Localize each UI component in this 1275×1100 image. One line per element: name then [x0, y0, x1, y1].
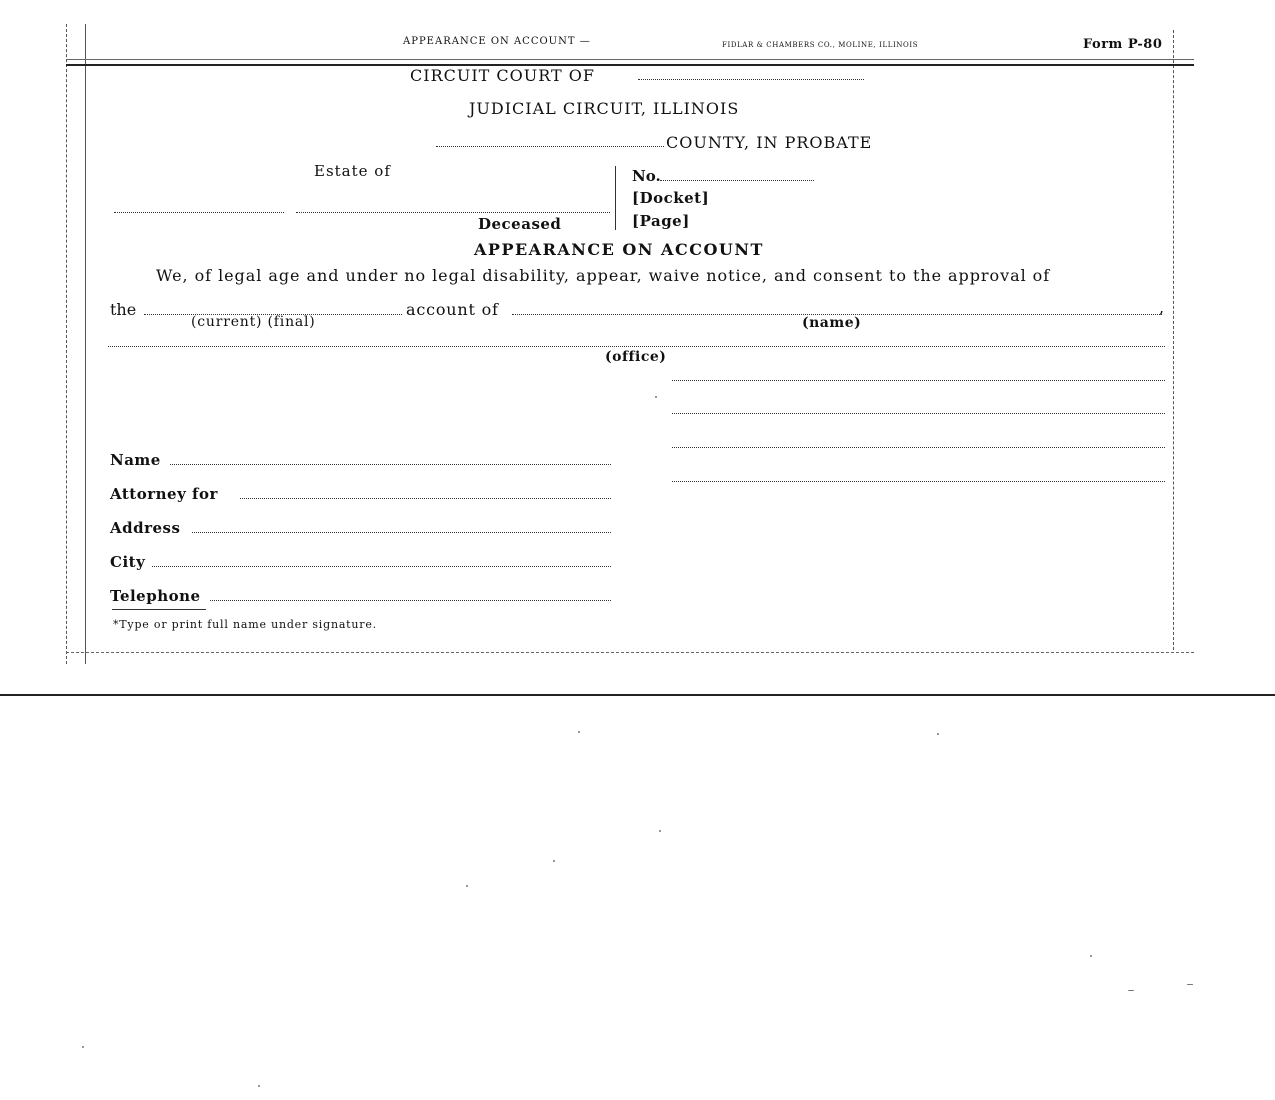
- signature-line-2[interactable]: [672, 413, 1165, 414]
- office-hint: (office): [605, 349, 667, 365]
- the-label: the: [110, 300, 137, 319]
- signature-line-4[interactable]: [672, 481, 1165, 482]
- scan-speck: [655, 396, 657, 398]
- page-separator-line: [0, 694, 1275, 696]
- footnote-rule: [112, 609, 206, 610]
- current-final-hint: (current) (final): [191, 314, 316, 330]
- scan-speck: [553, 860, 555, 862]
- form-left-border-inner: [85, 24, 86, 664]
- account-line-comma: ,: [1159, 298, 1165, 317]
- attorney-for-field[interactable]: [240, 498, 611, 499]
- attorney-for-label: Attorney for: [110, 485, 218, 503]
- scan-speck: [258, 1085, 260, 1087]
- scan-speck: [578, 731, 580, 733]
- estate-brace: [615, 166, 624, 230]
- header-top-rule: [66, 59, 1194, 60]
- county-blank[interactable]: [436, 146, 664, 147]
- circuit-court-label: CIRCUIT COURT OF: [410, 66, 595, 85]
- scan-speck: [466, 885, 468, 887]
- city-label: City: [110, 553, 146, 571]
- case-number-label: No.: [632, 167, 661, 185]
- address-label: Address: [110, 519, 181, 537]
- header-bottom-rule: [66, 64, 1194, 66]
- name-hint: (name): [802, 315, 862, 331]
- form-left-border: [66, 24, 67, 664]
- estate-of-label: Estate of: [314, 162, 391, 180]
- form-title-header: APPEARANCE ON ACCOUNT —: [403, 36, 591, 47]
- account-of-label: account of: [406, 300, 499, 319]
- telephone-label: Telephone: [110, 587, 201, 605]
- form-bottom-cut-line: [66, 652, 1194, 653]
- office-blank[interactable]: [108, 346, 1165, 347]
- signature-line-3[interactable]: [672, 447, 1165, 448]
- telephone-field[interactable]: [210, 600, 611, 601]
- signature-line-1[interactable]: [672, 380, 1165, 381]
- scan-speck: [1187, 984, 1193, 985]
- publisher-imprint: FIDLAR & CHAMBERS CO., MOLINE, ILLINOIS: [722, 41, 919, 49]
- scan-speck: [1128, 990, 1134, 991]
- docket-label: [Docket]: [632, 189, 710, 207]
- name-label: Name: [110, 451, 161, 469]
- appearance-heading: APPEARANCE ON ACCOUNT: [474, 240, 764, 259]
- scan-speck: [82, 1046, 84, 1048]
- form-right-border: [1173, 30, 1174, 650]
- name-field[interactable]: [170, 464, 611, 465]
- case-number-blank[interactable]: [660, 180, 814, 181]
- footnote: *Type or print full name under signature.: [113, 618, 377, 631]
- city-field[interactable]: [152, 566, 611, 567]
- scan-speck: [937, 733, 939, 735]
- county-probate-label: COUNTY, IN PROBATE: [666, 133, 873, 152]
- estate-name-blank-right[interactable]: [296, 212, 610, 213]
- judicial-circuit-label: JUDICIAL CIRCUIT, ILLINOIS: [469, 99, 740, 118]
- estate-name-blank-left[interactable]: [114, 212, 284, 213]
- scan-speck: [659, 830, 661, 832]
- scan-speck: [1090, 955, 1092, 957]
- deceased-label: Deceased: [478, 215, 562, 233]
- form-number: Form P-80: [1083, 37, 1163, 52]
- page-label: [Page]: [632, 212, 690, 230]
- address-field[interactable]: [192, 532, 611, 533]
- circuit-court-blank[interactable]: [638, 79, 864, 80]
- consent-statement: We, of legal age and under no legal disability, appear, waive notice, and consent to the approval of: [156, 266, 1051, 285]
